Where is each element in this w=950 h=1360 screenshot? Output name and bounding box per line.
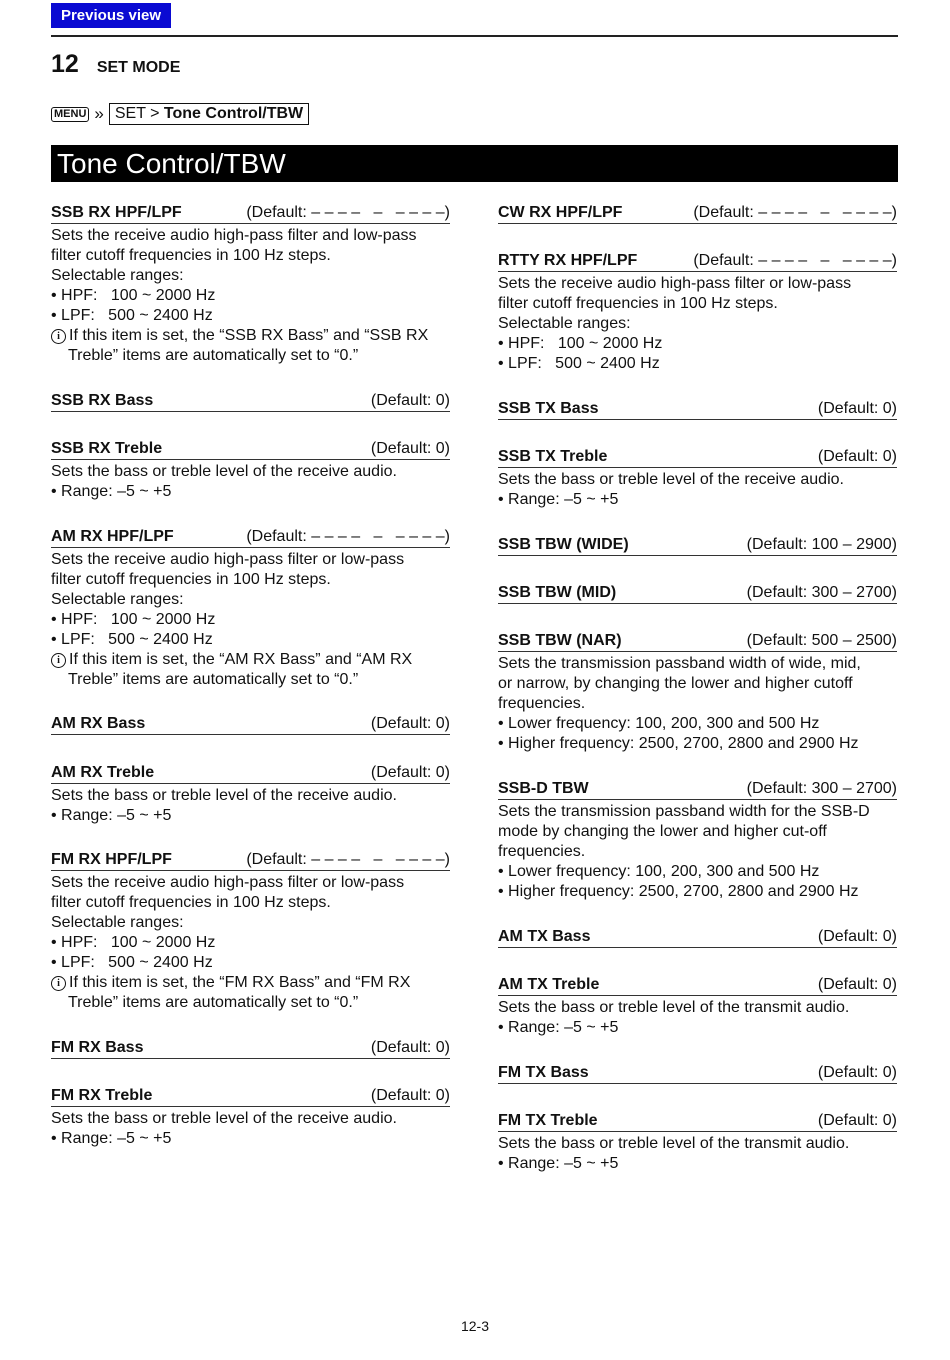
setting-description xyxy=(498,470,897,510)
description-line: • HPF: 100 ~ 2000 Hz xyxy=(51,611,216,628)
description-line: mode by changing the lower and higher cut-off xyxy=(498,823,827,840)
menu-breadcrumb xyxy=(51,103,309,125)
setting-item xyxy=(51,761,450,826)
setting-item xyxy=(498,1061,897,1084)
description-line: • HPF: 100 ~ 2000 Hz xyxy=(51,287,216,304)
description-line: • Lower frequency: 100, 200, 300 and 500 Hz xyxy=(498,715,820,732)
setting-header xyxy=(498,925,897,948)
previous-view-button[interactable]: Previous view xyxy=(51,3,171,28)
description-line: • Lower frequency: 100, 200, 300 and 500 Hz xyxy=(498,863,820,880)
description-line: filter cutoff frequencies in 100 Hz steps. xyxy=(51,247,331,264)
setting-header xyxy=(51,1084,450,1107)
setting-item xyxy=(498,1109,897,1174)
setting-default: (Default: 0) xyxy=(370,715,450,732)
setting-default: (Default: 0) xyxy=(370,764,450,781)
description-line: • Range: –5 ~ +5 xyxy=(51,807,172,824)
note-text: Treble” items are automatically set to “0.” xyxy=(68,347,359,364)
description-line: • LPF: 500 ~ 2400 Hz xyxy=(51,307,213,324)
setting-default: (Default: 0) xyxy=(817,448,897,465)
setting-item xyxy=(498,533,897,556)
setting-header xyxy=(498,397,897,420)
description-line: Sets the receive audio high-pass filter or low-pass xyxy=(51,874,405,891)
setting-name: AM TX Bass xyxy=(498,928,591,945)
setting-description xyxy=(498,274,897,374)
description-line: filter cutoff frequencies in 100 Hz steps. xyxy=(51,894,331,911)
setting-default: (Default: – – – – – – – – –) xyxy=(246,851,450,868)
setting-name: FM TX Bass xyxy=(498,1064,589,1081)
description-line: • Range: –5 ~ +5 xyxy=(498,1019,619,1036)
description-line: Sets the receive audio high-pass filter or low-pass xyxy=(51,551,405,568)
description-line: frequencies. xyxy=(498,695,586,712)
setting-name: AM RX HPF/LPF xyxy=(51,528,174,545)
setting-item xyxy=(51,1036,450,1059)
setting-description xyxy=(498,802,897,902)
description-line: • Range: –5 ~ +5 xyxy=(498,1155,619,1172)
setting-item xyxy=(498,249,897,374)
note-text: If this item is set, the “SSB RX Bass” and “SSB RX xyxy=(69,327,429,344)
setting-item xyxy=(498,201,897,224)
setting-default: (Default: 0) xyxy=(817,1112,897,1129)
setting-default: (Default: 300 – 2700) xyxy=(746,584,897,601)
setting-header xyxy=(51,525,450,548)
setting-header xyxy=(51,848,450,871)
setting-name: FM RX HPF/LPF xyxy=(51,851,172,868)
setting-name: SSB RX HPF/LPF xyxy=(51,204,182,221)
setting-default: (Default: 0) xyxy=(817,400,897,417)
setting-name: SSB-D TBW xyxy=(498,780,589,797)
setting-name: AM RX Bass xyxy=(51,715,146,732)
setting-name: SSB TBW (NAR) xyxy=(498,632,622,649)
setting-default: (Default: 0) xyxy=(370,392,450,409)
setting-item xyxy=(51,712,450,735)
setting-default: (Default: 0) xyxy=(370,440,450,457)
setting-header xyxy=(498,973,897,996)
chapter-heading xyxy=(51,50,180,79)
header-rule xyxy=(51,35,898,37)
description-line: • HPF: 100 ~ 2000 Hz xyxy=(51,934,216,951)
description-line: filter cutoff frequencies in 100 Hz steps. xyxy=(51,571,331,588)
setting-default: (Default: 0) xyxy=(370,1039,450,1056)
setting-description xyxy=(498,998,897,1038)
setting-header xyxy=(51,389,450,412)
setting-default: (Default: 0) xyxy=(817,928,897,945)
setting-description xyxy=(51,550,450,690)
setting-item xyxy=(51,389,450,412)
description-line: or narrow, by changing the lower and higher cutoff xyxy=(498,675,853,692)
setting-name: RTTY RX HPF/LPF xyxy=(498,252,638,269)
description-line: Sets the bass or treble level of the transmit audio. xyxy=(498,1135,850,1152)
setting-item xyxy=(51,437,450,502)
info-icon: i xyxy=(51,976,66,991)
breadcrumb-separator: » xyxy=(94,104,104,123)
setting-description xyxy=(51,873,450,1013)
setting-name: AM RX Treble xyxy=(51,764,155,781)
setting-description xyxy=(498,654,897,754)
setting-item xyxy=(498,973,897,1038)
note-text: Treble” items are automatically set to “0.” xyxy=(68,671,359,688)
description-line: Sets the bass or treble level of the receive audio. xyxy=(51,463,397,480)
setting-name: CW RX HPF/LPF xyxy=(498,204,623,221)
setting-description xyxy=(51,462,450,502)
setting-header xyxy=(498,1109,897,1132)
setting-item xyxy=(498,777,897,902)
breadcrumb-prefix: SET > xyxy=(114,105,164,122)
setting-header xyxy=(51,201,450,224)
setting-default: (Default: – – – – – – – – –) xyxy=(246,204,450,221)
menu-key-icon: MENU xyxy=(51,107,89,122)
setting-name: FM TX Treble xyxy=(498,1112,598,1129)
description-line: Sets the transmission passband width of wide, mid, xyxy=(498,655,861,672)
setting-default: (Default: 0) xyxy=(370,1087,450,1104)
setting-default: (Default: – – – – – – – – –) xyxy=(693,252,897,269)
description-line: filter cutoff frequencies in 100 Hz steps. xyxy=(498,295,778,312)
description-line: Selectable ranges: xyxy=(51,914,184,931)
info-icon: i xyxy=(51,329,66,344)
description-line: Sets the bass or treble level of the receive audio. xyxy=(51,787,397,804)
description-line: Sets the bass or treble level of the receive audio. xyxy=(51,1110,397,1127)
description-line: • Higher frequency: 2500, 2700, 2800 and 2900 Hz xyxy=(498,883,859,900)
setting-description xyxy=(498,1134,897,1174)
setting-name: SSB TBW (WIDE) xyxy=(498,536,629,553)
setting-header xyxy=(51,437,450,460)
note-line xyxy=(51,650,450,670)
setting-name: SSB TX Bass xyxy=(498,400,599,417)
setting-header xyxy=(498,249,897,272)
description-line: Sets the receive audio high-pass filter or low-pass xyxy=(498,275,852,292)
setting-header xyxy=(51,712,450,735)
setting-header xyxy=(51,761,450,784)
setting-default: (Default: 0) xyxy=(817,976,897,993)
setting-item xyxy=(51,201,450,366)
setting-item xyxy=(498,629,897,754)
setting-header xyxy=(51,1036,450,1059)
setting-default: (Default: 300 – 2700) xyxy=(746,780,897,797)
setting-item xyxy=(498,445,897,510)
setting-header xyxy=(498,629,897,652)
chapter-title: SET MODE xyxy=(96,59,181,76)
setting-header xyxy=(498,581,897,604)
setting-default: (Default: 500 – 2500) xyxy=(746,632,897,649)
description-line: • Range: –5 ~ +5 xyxy=(51,483,172,500)
breadcrumb-current: Tone Control/TBW xyxy=(163,105,304,122)
description-line: Sets the receive audio high-pass filter and low-pass xyxy=(51,227,417,244)
setting-name: SSB RX Bass xyxy=(51,392,154,409)
setting-description xyxy=(51,1109,450,1149)
setting-name: SSB TX Treble xyxy=(498,448,608,465)
description-line: Selectable ranges: xyxy=(498,315,631,332)
setting-name: SSB TBW (MID) xyxy=(498,584,617,601)
note-line xyxy=(51,993,450,1013)
description-line: frequencies. xyxy=(498,843,586,860)
description-line: • Range: –5 ~ +5 xyxy=(51,1130,172,1147)
page-number: 12-3 xyxy=(460,1318,490,1334)
description-line: • Higher frequency: 2500, 2700, 2800 and 2900 Hz xyxy=(498,735,859,752)
setting-name: FM RX Treble xyxy=(51,1087,153,1104)
setting-header xyxy=(498,777,897,800)
setting-item xyxy=(498,397,897,420)
description-line: • Range: –5 ~ +5 xyxy=(498,491,619,508)
setting-default: (Default: 100 – 2900) xyxy=(746,536,897,553)
chapter-number: 12 xyxy=(51,50,79,78)
setting-description xyxy=(51,786,450,826)
setting-item xyxy=(51,1084,450,1149)
description-line: Sets the bass or treble level of the receive audio. xyxy=(498,471,844,488)
description-line: • LPF: 500 ~ 2400 Hz xyxy=(51,631,213,648)
note-text: If this item is set, the “AM RX Bass” and “AM RX xyxy=(69,651,413,668)
setting-default: (Default: – – – – – – – – –) xyxy=(693,204,897,221)
breadcrumb-path xyxy=(109,103,309,125)
setting-item xyxy=(51,525,450,690)
setting-header xyxy=(498,1061,897,1084)
note-text: Treble” items are automatically set to “0.” xyxy=(68,994,359,1011)
setting-header xyxy=(498,445,897,468)
note-text: If this item is set, the “FM RX Bass” and “FM RX xyxy=(69,974,411,991)
setting-item xyxy=(51,848,450,1013)
setting-name: AM TX Treble xyxy=(498,976,600,993)
description-line: • LPF: 500 ~ 2400 Hz xyxy=(51,954,213,971)
description-line: • HPF: 100 ~ 2000 Hz xyxy=(498,335,663,352)
note-line xyxy=(51,973,450,993)
description-line: Selectable ranges: xyxy=(51,591,184,608)
setting-default: (Default: – – – – – – – – –) xyxy=(246,528,450,545)
info-icon: i xyxy=(51,653,66,668)
note-line xyxy=(51,346,450,366)
setting-item xyxy=(498,925,897,948)
description-line: Selectable ranges: xyxy=(51,267,184,284)
setting-default: (Default: 0) xyxy=(817,1064,897,1081)
note-line xyxy=(51,670,450,690)
description-line: • LPF: 500 ~ 2400 Hz xyxy=(498,355,660,372)
setting-description xyxy=(51,226,450,366)
setting-name: SSB RX Treble xyxy=(51,440,163,457)
setting-name: FM RX Bass xyxy=(51,1039,144,1056)
description-line: Sets the bass or treble level of the transmit audio. xyxy=(498,999,850,1016)
section-title-banner: Tone Control/TBW xyxy=(51,145,898,182)
setting-item xyxy=(498,581,897,604)
setting-header xyxy=(498,533,897,556)
description-line: Sets the transmission passband width for the SSB-D xyxy=(498,803,870,820)
setting-header xyxy=(498,201,897,224)
note-line xyxy=(51,326,450,346)
